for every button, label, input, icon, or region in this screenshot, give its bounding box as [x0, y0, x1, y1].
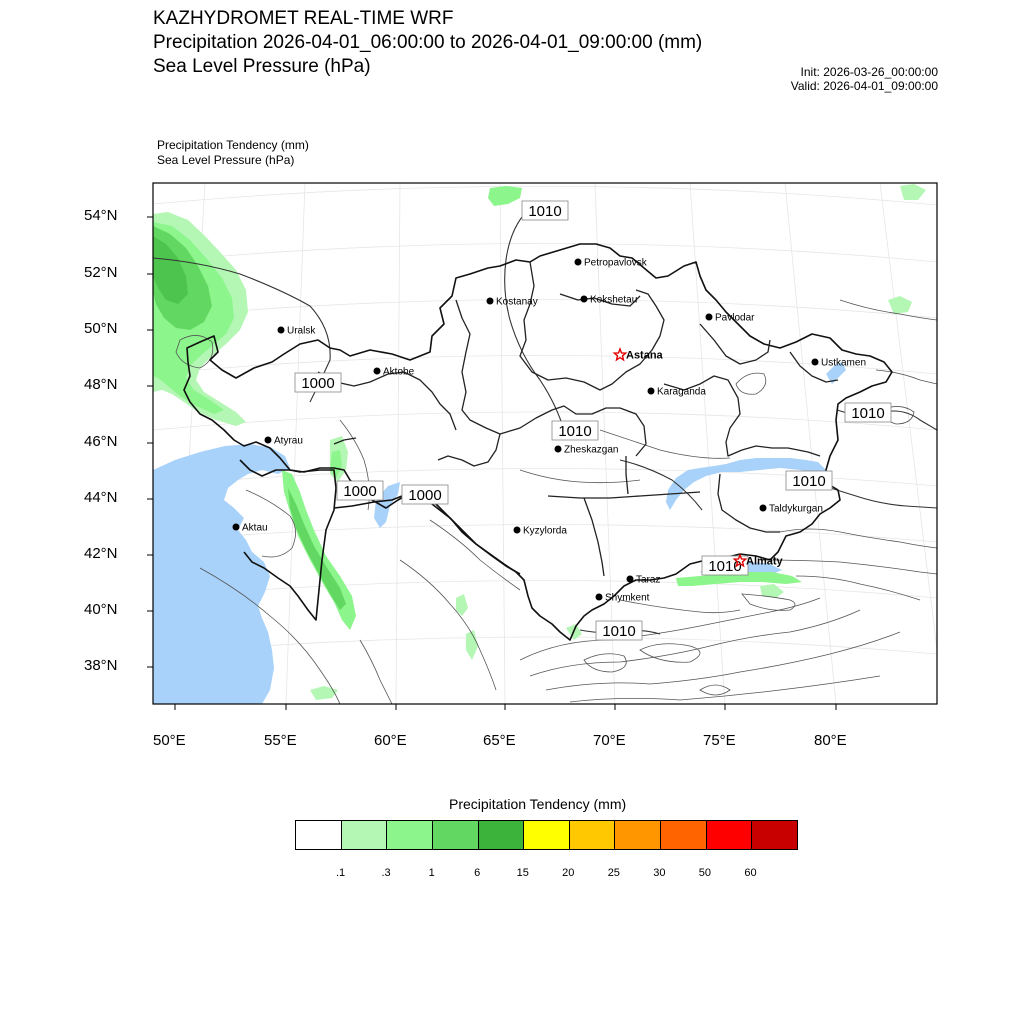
city-dot-icon [374, 368, 381, 375]
colorbar-swatch [523, 821, 569, 849]
colorbar-title: Precipitation Tendency (mm) [449, 796, 627, 812]
lon-label: 80°E [814, 732, 847, 749]
valid-time: Valid: 2026-04-01_09:00:00 [790, 79, 938, 93]
isobar-label [786, 471, 832, 490]
colorbar-swatch [706, 821, 752, 849]
svg-text:1000: 1000 [343, 483, 377, 500]
colorbar-tick-label: .3 [381, 867, 391, 879]
colorbar-tick-label: 30 [653, 867, 666, 879]
city-label: Kokshetau [590, 294, 638, 306]
lat-label: 48°N [84, 376, 118, 393]
city-petropavlovsk [575, 258, 648, 269]
city-label: Aktobe [383, 366, 415, 378]
city-dot-icon [278, 327, 285, 334]
city-label: Taraz [636, 574, 661, 586]
colorbar [295, 820, 798, 850]
city-label: Ustkamen [821, 357, 867, 369]
city-label: Shymkent [605, 592, 650, 604]
colorbar-swatch [341, 821, 387, 849]
city-label: Astana [626, 349, 663, 362]
city-dot-icon [596, 594, 603, 601]
isobar-label [402, 485, 448, 504]
city-dot-icon [706, 314, 713, 321]
lat-label: 52°N [84, 264, 118, 281]
city-label: Petropavlovsk [584, 257, 647, 269]
lat-label: 40°N [84, 601, 118, 618]
lon-label: 60°E [374, 732, 407, 749]
colorbar-swatch [386, 821, 432, 849]
city-label: Aktau [242, 522, 268, 534]
city-dot-icon [575, 259, 582, 266]
svg-text:1010: 1010 [851, 405, 885, 422]
city-label: Kyzylorda [523, 525, 567, 537]
colorbar-tick-label: 25 [607, 867, 620, 879]
city-dot-icon [627, 576, 634, 583]
city-dot-icon [812, 359, 819, 366]
svg-text:1000: 1000 [408, 487, 442, 504]
field-label-slp: Sea Level Pressure (hPa) [157, 153, 295, 167]
colorbar-tick-label: 50 [698, 867, 712, 879]
svg-text:1010: 1010 [792, 473, 826, 490]
isobar-label [522, 201, 568, 220]
svg-text:1000: 1000 [301, 375, 335, 392]
field-label-precip: Precipitation Tendency (mm) [157, 138, 309, 152]
lon-label: 55°E [264, 732, 297, 749]
city-dot-icon [265, 437, 272, 444]
city-dot-icon [760, 505, 767, 512]
svg-text:1010: 1010 [602, 623, 636, 640]
lat-label: 38°N [84, 657, 118, 674]
colorbar-swatch [614, 821, 660, 849]
map-title: KAZHYDROMET REAL-TIME WRF [153, 8, 454, 29]
svg-text:1010: 1010 [528, 203, 562, 220]
isobar-label [596, 621, 642, 640]
colorbar-tick-label: 6 [474, 867, 481, 879]
city-label: Taldykurgan [769, 503, 823, 515]
isobar-label [295, 373, 341, 392]
lat-label: 42°N [84, 545, 118, 562]
colorbar-swatch [432, 821, 478, 849]
city-label: Atyrau [274, 435, 303, 447]
colorbar-swatch [478, 821, 524, 849]
lon-label: 50°E [153, 732, 186, 749]
init-time: Init: 2026-03-26_00:00:00 [800, 65, 938, 79]
lat-label: 46°N [84, 433, 118, 450]
map-plot-area [153, 183, 937, 704]
city-dot-icon [233, 524, 240, 531]
city-dot-icon [514, 527, 521, 534]
colorbar-swatch [660, 821, 706, 849]
city-label: Uralsk [287, 325, 316, 337]
colorbar-swatch [569, 821, 615, 849]
lon-label: 70°E [593, 732, 626, 749]
city-zheskazgan [555, 445, 619, 456]
city-label: Pavlodar [715, 312, 755, 324]
isobar-label [845, 403, 891, 422]
colorbar-tick-label: 1 [428, 867, 435, 879]
precip-period-title: Precipitation 2026-04-01_06:00:00 to 2026-04-01_09:00:00 (mm) [153, 32, 703, 53]
colorbar-swatch [751, 821, 797, 849]
lon-label: 65°E [483, 732, 516, 749]
city-label: Zheskazgan [564, 444, 619, 456]
lon-label: 75°E [703, 732, 736, 749]
city-taldykurgan [760, 504, 823, 515]
slp-title: Sea Level Pressure (hPa) [153, 56, 371, 77]
city-label: Almaty [746, 555, 783, 568]
colorbar-tick-label: 15 [516, 867, 529, 879]
city-label: Karaganda [657, 386, 706, 398]
city-karaganda [648, 387, 707, 398]
colorbar-tick-label: 20 [562, 867, 575, 879]
isobar-label [337, 481, 383, 500]
city-label: Kostanay [496, 296, 538, 308]
city-dot-icon [581, 296, 588, 303]
isobar-label [552, 421, 598, 440]
city-dot-icon [555, 446, 562, 453]
lat-label: 54°N [84, 207, 118, 224]
svg-text:1010: 1010 [558, 423, 592, 440]
lat-label: 50°N [84, 320, 118, 337]
svg-text:1010: 1010 [708, 558, 742, 575]
colorbar-tick-label: .1 [335, 867, 346, 879]
colorbar-swatch [296, 821, 341, 849]
lat-label: 44°N [84, 489, 118, 506]
city-dot-icon [648, 388, 655, 395]
colorbar-tick-label: 60 [744, 867, 757, 879]
city-dot-icon [487, 298, 494, 305]
